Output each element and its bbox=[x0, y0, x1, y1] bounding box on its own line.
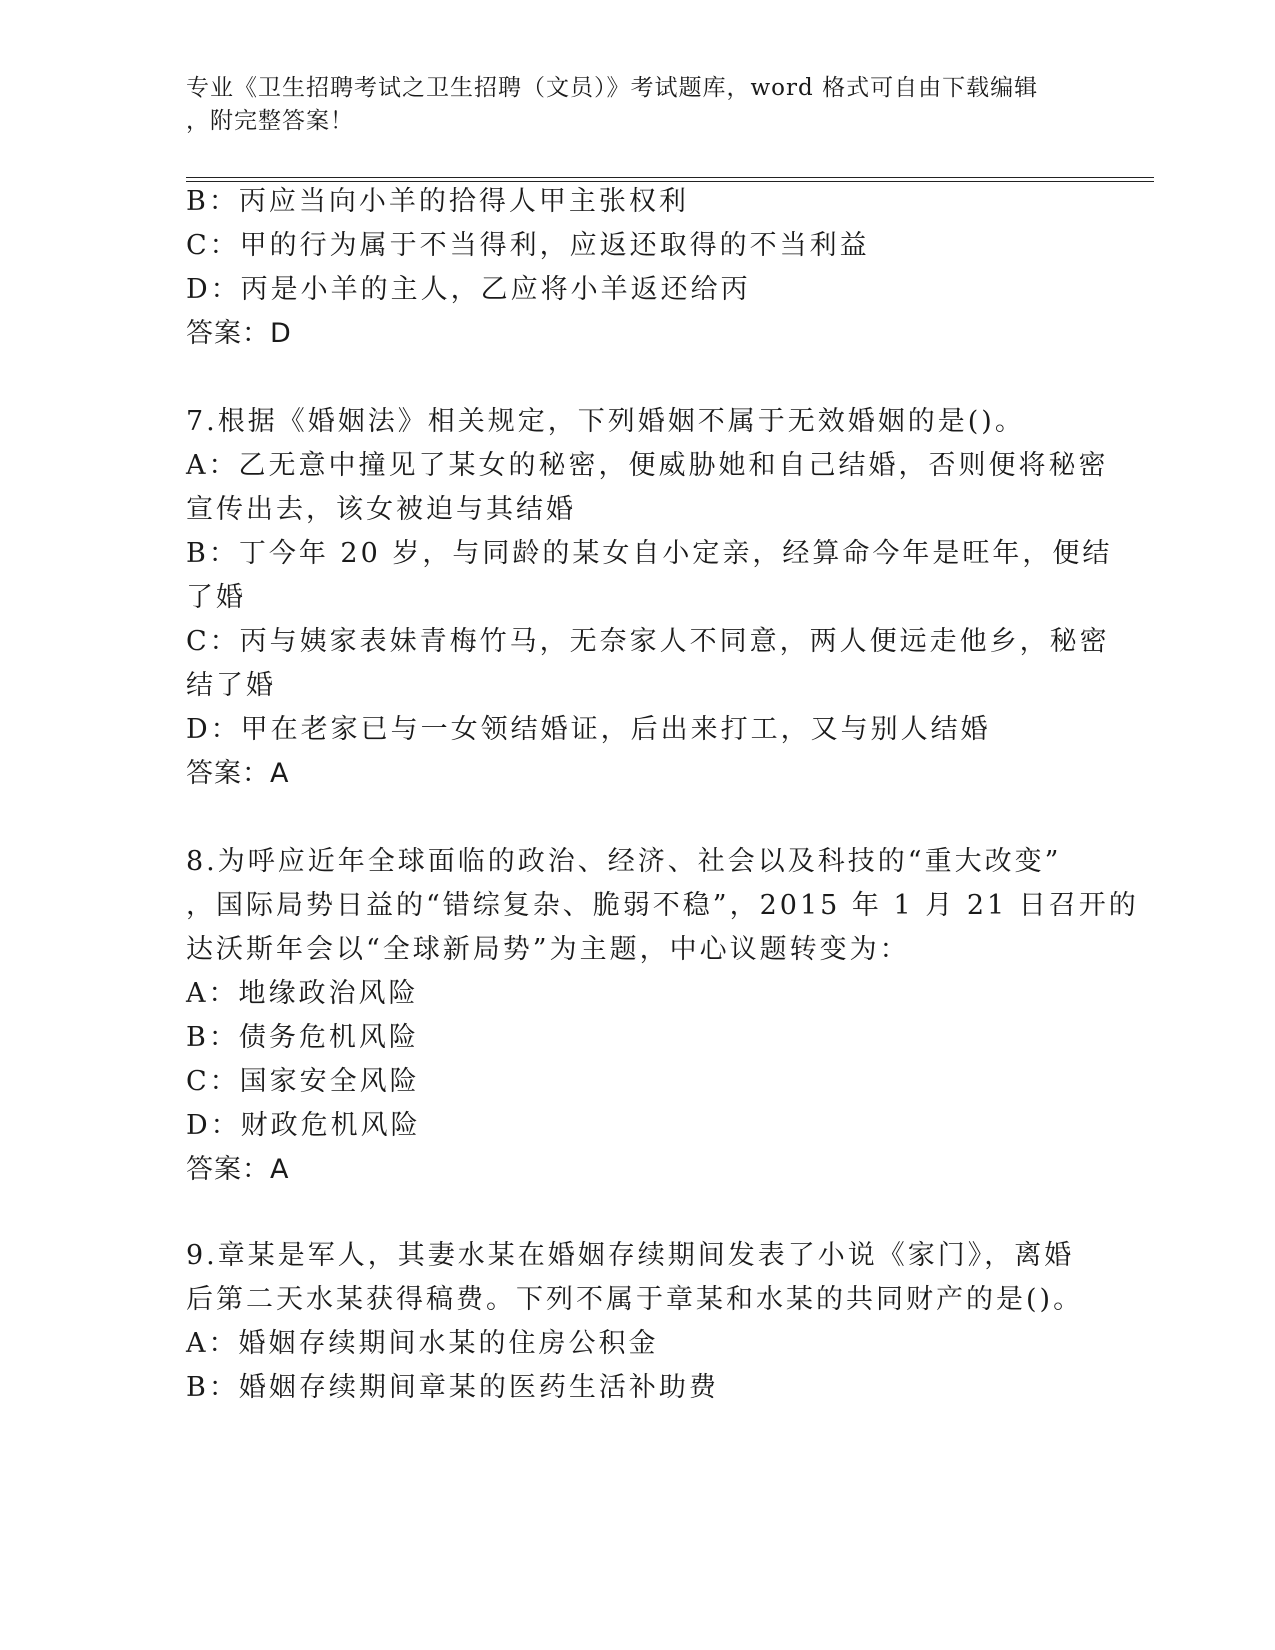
q9-stem-line-1: 9.章某是军人，其妻水某在婚姻存续期间发表了小说《家门》，离婚 bbox=[186, 1240, 1075, 1271]
q6-option-b: B：丙应当向小羊的拾得人甲主张权利 bbox=[186, 186, 689, 217]
q6-option-c: C：甲的行为属于不当得利，应返还取得的不当利益 bbox=[186, 230, 870, 261]
q7-option-b-line-2: 了婚 bbox=[186, 582, 246, 613]
q9-stem-line-2: 后第二天水某获得稿费。下列不属于章某和水某的共同财产的是()。 bbox=[186, 1284, 1084, 1315]
q7-option-c-line-1: C：丙与姨家表妹青梅竹马，无奈家人不同意，两人便远走他乡，秘密 bbox=[186, 626, 1110, 657]
q9-option-b: B：婚姻存续期间章某的医药生活补助费 bbox=[186, 1372, 719, 1403]
header-line-2: ，附完整答案！ bbox=[186, 108, 354, 134]
q7-option-a-line-2: 宣传出去，该女被迫与其结婚 bbox=[186, 494, 576, 525]
q7-option-a-line-1: A：乙无意中撞见了某女的秘密，便威胁她和自己结婚，否则便将秘密 bbox=[186, 450, 1109, 481]
q8-option-c: C：国家安全风险 bbox=[186, 1066, 420, 1097]
q6-answer: 答案：D bbox=[186, 318, 292, 349]
header-line-1: 专业《卫生招聘考试之卫生招聘（文员）》考试题库，word 格式可自由下载编辑 bbox=[186, 75, 1039, 101]
q7-option-b-line-1: B：丁今年 20 岁，与同龄的某女自小定亲，经算命今年是旺年，便结 bbox=[186, 538, 1113, 569]
q7-answer: 答案：A bbox=[186, 758, 290, 789]
q8-option-a: A：地缘政治风险 bbox=[186, 978, 419, 1009]
q8-stem-line-3: 达沃斯年会以“全球新局势”为主题，中心议题转变为： bbox=[186, 934, 910, 965]
q8-answer: 答案：A bbox=[186, 1154, 290, 1185]
q7-option-c-line-2: 结了婚 bbox=[186, 670, 276, 701]
q7-stem: 7.根据《婚姻法》相关规定，下列婚姻不属于无效婚姻的是()。 bbox=[186, 406, 1025, 437]
q9-option-a: A：婚姻存续期间水某的住房公积金 bbox=[186, 1328, 659, 1359]
q8-option-d: D：财政危机风险 bbox=[186, 1110, 421, 1141]
q8-stem-line-2: ，国际局势日益的“错综复杂、脆弱不稳”，2015 年 1 月 21 日召开的 bbox=[186, 890, 1139, 921]
q6-option-d: D：丙是小羊的主人，乙应将小羊返还给丙 bbox=[186, 274, 751, 305]
q8-option-b: B：债务危机风险 bbox=[186, 1022, 419, 1053]
q7-option-d: D：甲在老家已与一女领结婚证，后出来打工，又与别人结婚 bbox=[186, 714, 991, 745]
document-header bbox=[186, 72, 1066, 138]
q8-stem-line-1: 8.为呼应近年全球面临的政治、经济、社会以及科技的“重大改变” bbox=[186, 846, 1062, 877]
